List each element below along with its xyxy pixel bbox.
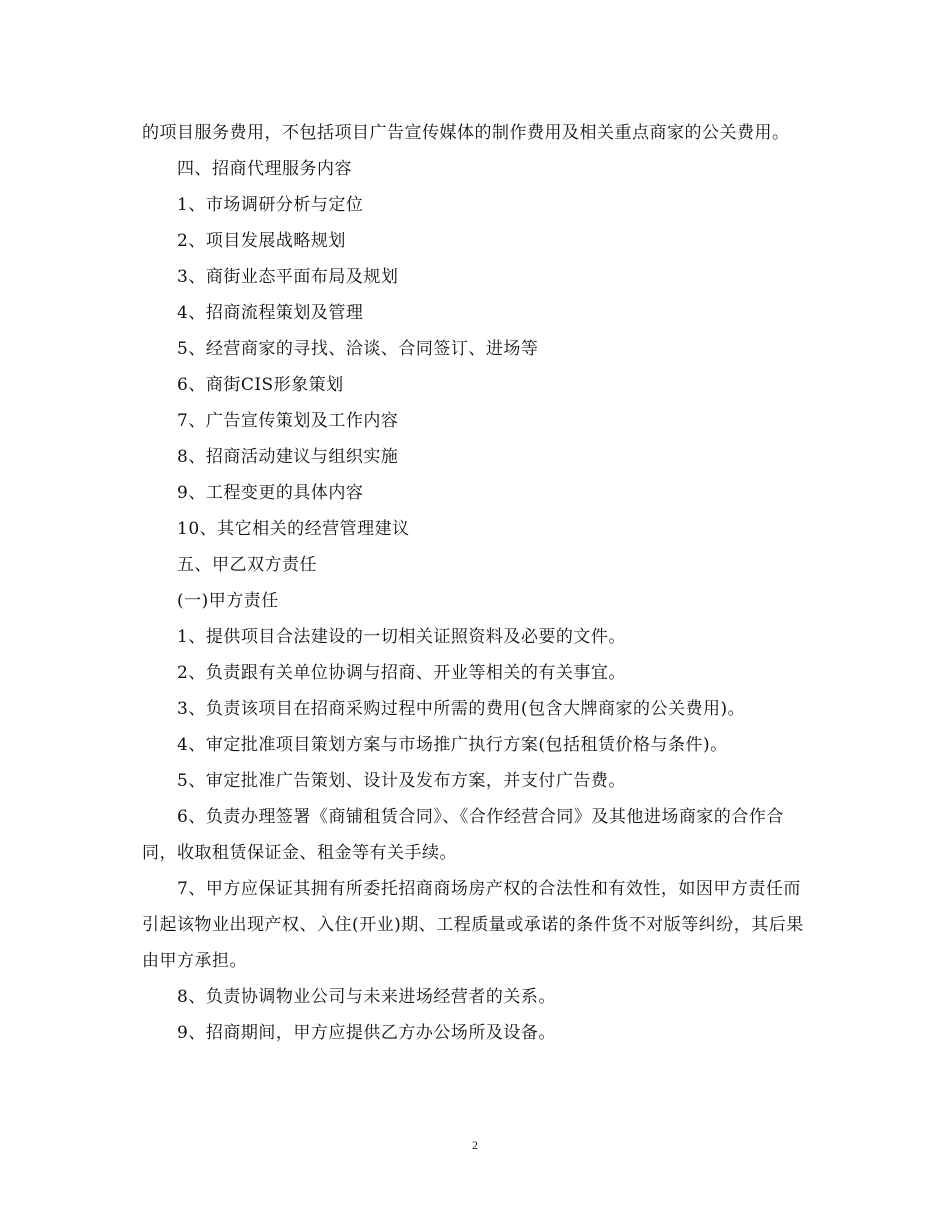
page-number: 2	[472, 1138, 478, 1152]
paragraph-continuation: 的项目服务费用，不包括项目广告宣传媒体的制作费用及相关重点商家的公关费用。	[142, 123, 790, 143]
document-body	[142, 115, 807, 1051]
list-item: 9、工程变更的具体内容	[177, 483, 364, 503]
list-item: 7、广告宣传策划及工作内容	[177, 411, 399, 431]
list-item: 3、商街业态平面布局及规划	[177, 267, 399, 287]
section-heading-5: 五、甲乙双方责任	[177, 555, 317, 575]
list-item: 4、招商流程策划及管理	[177, 303, 364, 323]
list-item: 10、其它相关的经营管理建议	[177, 519, 410, 539]
list-item: 4、审定批准项目策划方案与市场推广执行方案(包括租赁价格与条件)。	[177, 735, 728, 755]
list-item: 5、经营商家的寻找、洽谈、合同签订、进场等	[177, 339, 539, 359]
list-item: 2、项目发展战略规划	[177, 231, 346, 251]
list-item: 8、招商活动建议与组织实施	[177, 447, 399, 467]
list-item: 8、负责协调物业公司与未来进场经营者的关系。	[177, 987, 556, 1007]
list-item: 3、负责该项目在招商采购过程中所需的费用(包含大牌商家的公关费用)。	[177, 699, 746, 719]
list-item: 7、甲方应保证其拥有所委托招商商场房产权的合法性和有效性，如因甲方责任而引起该物业出现产权、入住(开业)期、工程质量或承诺的条件货不对版等纠纷，其后果由甲方承担。	[142, 879, 804, 971]
list-item: 5、审定批准广告策划、设计及发布方案，并支付广告费。	[177, 771, 626, 791]
list-item: 2、负责跟有关单位协调与招商、开业等相关的有关事宜。	[177, 663, 626, 683]
list-item: 1、提供项目合法建设的一切相关证照资料及必要的文件。	[177, 627, 626, 647]
subsection-heading: (一)甲方责任	[177, 591, 279, 611]
list-item: 6、负责办理签署《商铺租赁合同》、《合作经营合同》及其他进场商家的合作合同，收取租赁保证金、租金等有关手续。	[142, 807, 784, 863]
list-item: 9、招商期间，甲方应提供乙方办公场所及设备。	[177, 1023, 556, 1043]
list-item: 6、商街CIS形象策划	[177, 375, 344, 395]
section-heading-4: 四、招商代理服务内容	[177, 159, 352, 179]
list-item: 1、市场调研分析与定位	[177, 195, 364, 215]
